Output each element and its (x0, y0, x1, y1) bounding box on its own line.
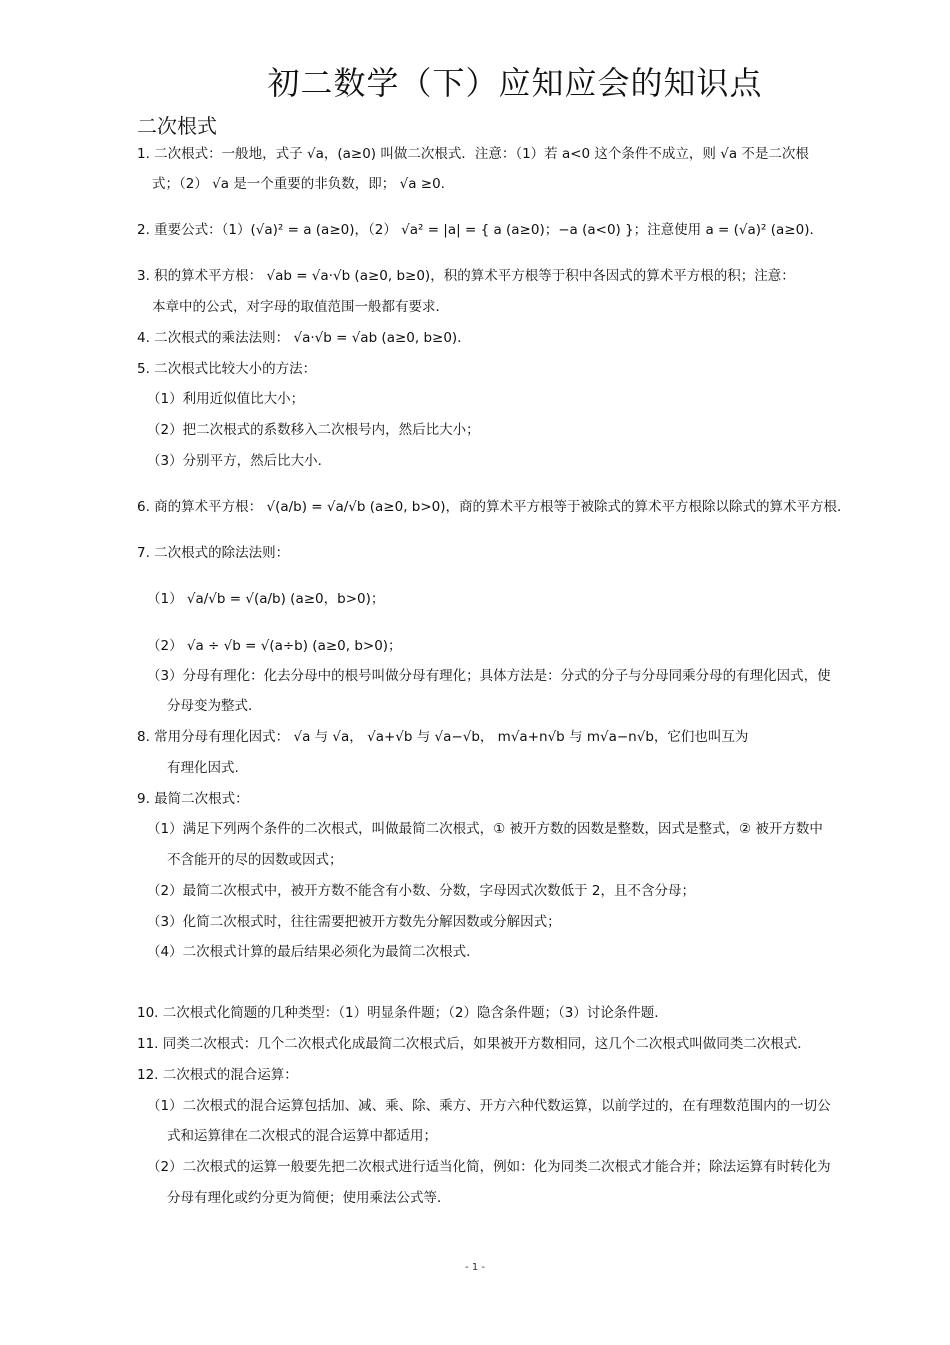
item-7-sub-3-line-2: 分母变为整式. (167, 698, 253, 714)
item-9-sub-2: （2）最简二次根式中，被开方数不能含有小数、分数，字母因式次数低于 2，且不含分母； (147, 883, 695, 899)
item-9-sub-1-line-2: 不含能开的尽的因数或因式； (167, 852, 343, 868)
section-heading: 二次根式 (137, 114, 217, 138)
item-7-sub-2: （2） √a ÷ √b = √(a÷b) (a≥0, b>0)； (147, 638, 402, 654)
item-9-sub-4: （4）二次根式计算的最后结果必须化为最简二次根式． (147, 944, 480, 960)
item-9-sub-3: （3）化简二次根式时，往往需要把被开方数先分解因数或分解因式； (147, 914, 561, 930)
item-8-line-1: 8. 常用分母有理化因式： √a 与 √a， √a+√b 与 √a−√b， m√a+n√b 与 m√a−n√b，它们也叫互为 (137, 729, 749, 745)
item-12-sub-1-line-1: （1）二次根式的混合运算包括加、减、乘、除、乘方、开方六种代数运算，以前学过的，在有理数范围内的一切公 (147, 1098, 831, 1114)
item-10-line: 10. 二次根式化简题的几种类型：（1）明显条件题；（2）隐含条件题；（3）讨论条件题. (137, 1005, 659, 1021)
item-12-sub-2-line-1: （2）二次根式的运算一般要先把二次根式进行适当化简，例如：化为同类二次根式才能合并；除法运算有时转化为 (147, 1159, 831, 1175)
item-5-sub-3: （3）分别平方，然后比大小． (147, 453, 332, 469)
item-7-sub-1: （1） √a/√b = √(a/b) (a≥0，b>0)； (147, 591, 385, 607)
item-7-line: 7. 二次根式的除法法则： (137, 545, 290, 561)
item-8-line-2: 有理化因式. (167, 760, 239, 776)
item-9-sub-1-line-1: （1）满足下列两个条件的二次根式，叫做最简二次根式，① 被开方数的因数是整数，因式是整式，② 被开方数中 (147, 821, 823, 837)
item-3-line-2: 本章中的公式，对字母的取值范围一般都有要求． (152, 299, 449, 315)
item-3-line-1: 3. 积的算术平方根： √ab = √a·√b (a≥0, b≥0)，积的算术平方根等于积中各因式的算术平方根的积；注意： (137, 268, 795, 284)
item-9-line: 9. 最简二次根式： (137, 791, 249, 807)
item-4-line: 4. 二次根式的乘法法则： √a·√b = √ab (a≥0, b≥0)． (137, 330, 471, 346)
item-12-sub-2-line-2: 分母有理化或约分更为简便；使用乘法公式等． (167, 1190, 451, 1206)
item-1-line-1: 1. 二次根式：一般地，式子 √a，(a≥0) 叫做二次根式．注意：（1）若 a<0 这个条件不成立，则 √a 不是二次根 (137, 146, 809, 162)
item-12-sub-1-line-2: 式和运算律在二次根式的混合运算中都适用； (167, 1128, 437, 1144)
page-title: 初二数学（下）应知应会的知识点 (267, 64, 763, 102)
item-1-line-2: 式；（2） √a 是一个重要的非负数，即； √a ≥0. (152, 176, 445, 192)
item-11-line: 11. 同类二次根式：几个二次根式化成最简二次根式后，如果被开方数相同，这几个二次根式叫做同类二次根式． (137, 1036, 811, 1052)
item-5-line: 5. 二次根式比较大小的方法： (137, 361, 317, 377)
item-12-line: 12. 二次根式的混合运算： (137, 1067, 298, 1083)
item-2-line: 2. 重要公式：（1）(√a)² = a (a≥0)，（2） √a² = |a| = { a (a≥0)；−a (a<0) }；注意使用 a = (√a)² (a≥0)． (137, 222, 823, 238)
item-5-sub-2: （2）把二次根式的系数移入二次根号内，然后比大小； (147, 422, 480, 438)
item-5-sub-1: （1）利用近似值比大小； (147, 391, 305, 407)
item-7-sub-3-line-1: （3）分母有理化：化去分母中的根号叫做分母有理化；具体方法是：分式的分子与分母同乘分母的有理化因式，使 (147, 668, 831, 684)
page-number: - 1 - (465, 1262, 485, 1273)
item-6-line: 6. 商的算术平方根： √(a/b) = √a/√b (a≥0, b>0)，商的算术平方根等于被除式的算术平方根除以除式的算术平方根． (137, 499, 851, 515)
